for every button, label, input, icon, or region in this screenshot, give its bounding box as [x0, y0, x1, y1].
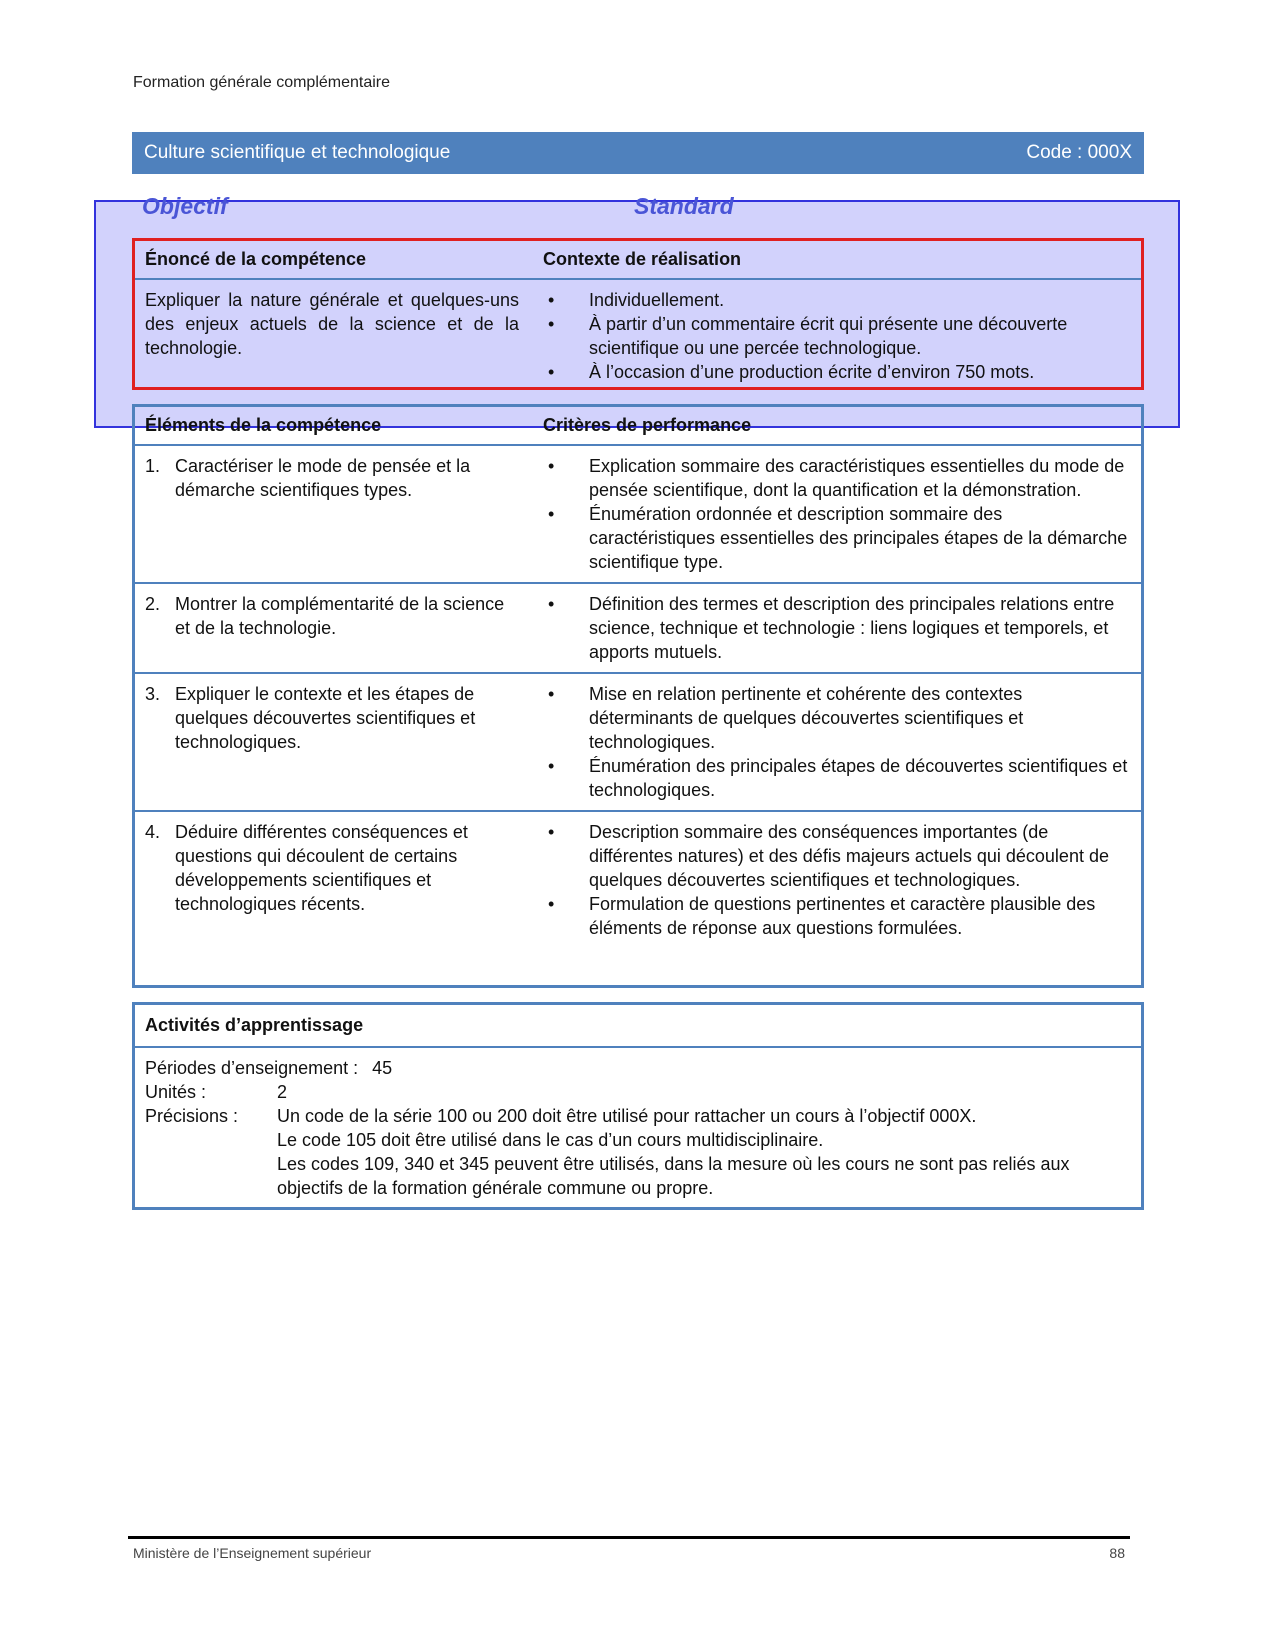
page-footer	[133, 1545, 1125, 1561]
criterion-item: • Définition des termes et description des principales relations entre science, technique et technologie : liens logiques et temporels, et apports mutuels.	[543, 592, 1131, 664]
element-text	[135, 584, 543, 672]
criterion-item: • Formulation de questions pertinentes et caractère plausible des éléments de réponse aux questions formulées.	[543, 892, 1131, 940]
element-text	[135, 446, 543, 582]
criterion-item: • Énumération des principales étapes de découvertes scientifiques et technologiques.	[543, 754, 1131, 802]
activites-body	[135, 1046, 1141, 1208]
criterion-item: • Description sommaire des conséquences importantes (de différentes natures) et des défis majeurs actuels qui découlent de quelques découvertes scientifiques et technologiques.	[543, 820, 1131, 892]
element-description: Déduire différentes conséquences et questions qui découlent de certains développements scientifiques et technologiques récents.	[175, 822, 468, 914]
criteria-list	[543, 584, 1141, 672]
competence-statement: Expliquer la nature générale et quelques-uns des enjeux actuels de la science et de la technologie.	[145, 290, 519, 358]
precision-line: Un code de la série 100 ou 200 doit être utilisé pour rattacher un cours à l’objectif 000X.	[277, 1106, 977, 1126]
footer-rule	[128, 1536, 1130, 1539]
contexte-header: Contexte de réalisation	[543, 249, 742, 269]
criteria-list	[543, 674, 1141, 810]
criterion-item: • Explication sommaire des caractéristiques essentielles du mode de pensée scientifique, dont la quantification et la démonstration.	[543, 454, 1131, 502]
precision-line: Le code 105 doit être utilisé dans le cas d’un cours multidisciplinaire.	[277, 1130, 824, 1150]
elements-table	[132, 404, 1144, 988]
criteria-list	[543, 812, 1141, 948]
course-title: Culture scientifique et technologique	[144, 142, 451, 163]
precisions-label: Précisions :	[145, 1106, 239, 1126]
element-number: 1.	[145, 456, 161, 476]
criterion-item: • Mise en relation pertinente et cohérente des contextes déterminants de quelques découvertes scientifiques et technologiques.	[543, 682, 1131, 754]
competence-body-row	[135, 278, 1141, 392]
element-row	[135, 444, 1141, 582]
page-number: 88	[1109, 1545, 1125, 1561]
enonce-header: Énoncé de la compétence	[145, 249, 367, 269]
unites-label: Unités :	[145, 1082, 207, 1102]
element-row	[135, 810, 1141, 948]
contexte-item: • Individuellement.	[543, 288, 1131, 312]
footer-ministry: Ministère de l’Enseignement supérieur	[133, 1545, 372, 1561]
course-banner	[132, 132, 1144, 174]
elements-header: Éléments de la compétence	[145, 415, 382, 435]
element-text	[135, 812, 543, 948]
activites-table	[132, 1002, 1144, 1210]
course-code: Code : 000X	[1026, 142, 1132, 163]
activites-header: Activités d’apprentissage	[145, 1015, 364, 1035]
element-number: 3.	[145, 684, 161, 704]
precisions-text	[277, 1104, 1131, 1200]
element-description: Expliquer le contexte et les étapes de quelques découvertes scientifiques et technologiques.	[175, 684, 476, 752]
criteria-list	[543, 446, 1141, 582]
unites-row	[145, 1080, 1131, 1104]
standard-label: Standard	[634, 193, 734, 219]
precision-line: Les codes 109, 340 et 345 peuvent être utilisés, dans la mesure où les cours ne sont pas reliés aux objectifs de la formation générale commune ou propre.	[277, 1154, 1070, 1198]
contexte-item: • À partir d’un commentaire écrit qui présente une découverte scientifique ou une percée technologique.	[543, 312, 1131, 360]
element-text	[135, 674, 543, 810]
unites-value: 2	[277, 1082, 288, 1102]
competence-table	[132, 238, 1144, 390]
running-header: Formation générale complémentaire	[133, 74, 391, 91]
periodes-value: 45	[372, 1058, 393, 1078]
objectif-label: Objectif	[142, 193, 228, 219]
contexte-list	[543, 280, 1141, 392]
element-row	[135, 582, 1141, 672]
elements-header-row	[135, 407, 1141, 444]
precisions-row	[145, 1104, 1131, 1200]
activites-header-row	[135, 1005, 1141, 1046]
element-number: 2.	[145, 594, 161, 614]
competence-header-row	[135, 241, 1141, 278]
element-number: 4.	[145, 822, 161, 842]
element-description: Caractériser le mode de pensée et la démarche scientifiques types.	[175, 456, 471, 500]
periodes-row	[145, 1056, 1131, 1080]
criteres-header: Critères de performance	[543, 415, 752, 435]
criterion-item: • Énumération ordonnée et description sommaire des caractéristiques essentielles des principales étapes de la démarche scientifique type.	[543, 502, 1131, 574]
element-row	[135, 672, 1141, 810]
element-description: Montrer la complémentarité de la science et de la technologie.	[175, 594, 505, 638]
periodes-label: Périodes d’enseignement :	[145, 1058, 359, 1078]
contexte-item: • À l’occasion d’une production écrite d’environ 750 mots.	[543, 360, 1131, 384]
